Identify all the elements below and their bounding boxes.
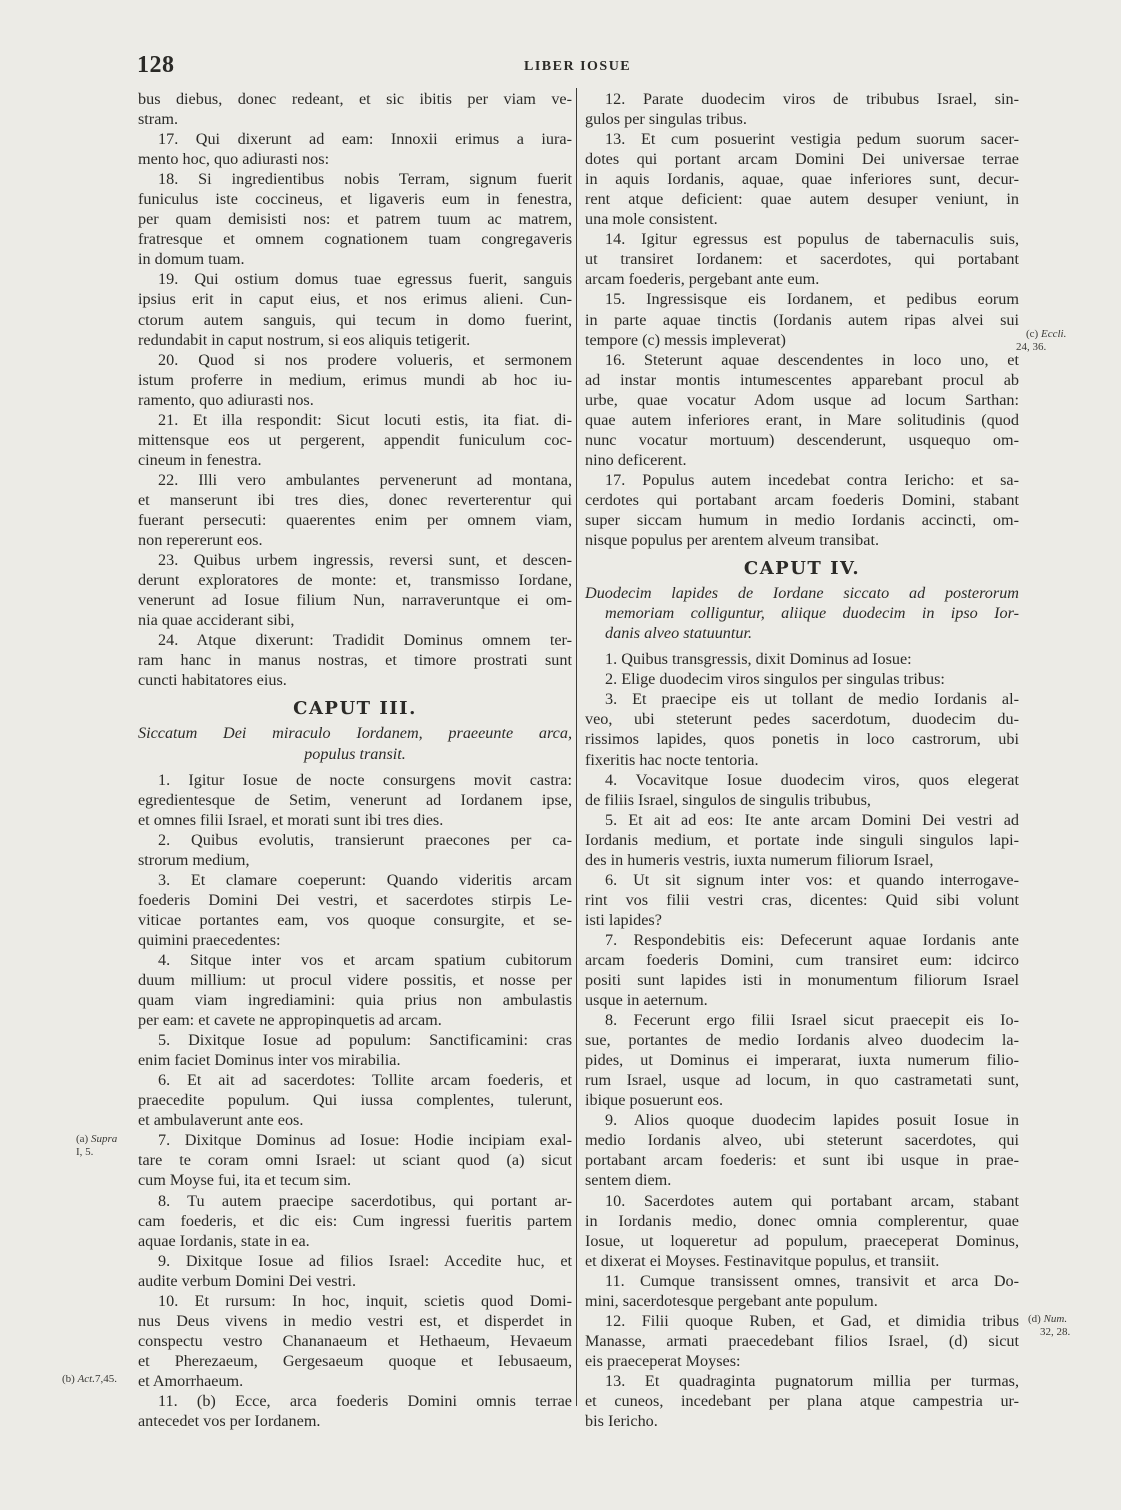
text-line: gulos per singulas tribus. bbox=[585, 110, 747, 129]
text-line: cineum in fenestra. bbox=[138, 450, 262, 469]
text-line: audite verbum Domini Dei vestri. bbox=[138, 1271, 357, 1290]
text-line: 16. Steterunt aquae descendentes in loco uno, et bbox=[605, 350, 1019, 369]
text-line: 10. Sacerdotes autem qui portabant arcam, stabant bbox=[605, 1191, 1019, 1210]
text-line: funiculus iste coccineus, et ligaveris eum in fenestra, bbox=[138, 190, 572, 209]
text-line: 24. Atque dixerunt: Tradidit Dominus omnem ter- bbox=[158, 631, 572, 650]
text-line: mento hoc, quo adiurasti nos: bbox=[138, 150, 330, 169]
text-line: des in humeris vestris, iuxta numerum filiorum Israel, bbox=[585, 850, 934, 869]
text-line: et dixerat ei Moyses. Festinavitque populus, et transiit. bbox=[585, 1251, 940, 1270]
text-line: non repererunt eos. bbox=[138, 531, 263, 550]
text-line: redundabit in caput nostrum, si eos aliquis tetigerit. bbox=[138, 330, 471, 349]
text-line: 11. (b) Ecce, arca foederis Domini omnis terrae bbox=[158, 1392, 572, 1410]
caput-iv-title: CAPUT IV. bbox=[743, 558, 861, 580]
text-line: in aquis Iordanis, aquae, quae inferiores sunt, decur- bbox=[585, 170, 1019, 189]
text-line: foederis Domini Dei vestri, et sacerdotes stirpis Le- bbox=[138, 890, 572, 909]
right-text-before-caput bbox=[585, 89, 1019, 550]
text-line: ibique posuerunt eos. bbox=[585, 1091, 724, 1110]
text-line: 5. Et ait ad eos: Ite ante arcam Domini Dei vestri ad bbox=[605, 810, 1019, 829]
text-line: cam foederis, et dic eis: Cum ingressi fueritis partem bbox=[138, 1211, 572, 1230]
margin-note-c bbox=[1016, 328, 1067, 354]
text-line: fratresque et omnem cognationem tuam congregaveris bbox=[138, 230, 572, 249]
text-line: dotes qui portant arcam Domini Dei universae terrae bbox=[585, 150, 1019, 169]
text-line: nunc vocatur mortuum) descenderunt, usquequo om- bbox=[585, 430, 1019, 449]
text-line: 11. Cumque transissent omnes, transivit et arca Do- bbox=[605, 1271, 1019, 1290]
text-line: fuerant persecuti: quaerentes enim per omnem viam, bbox=[138, 510, 572, 529]
text-line: ad instar montis intumescentes apparebant procul ab bbox=[585, 370, 1019, 389]
margin-note-d bbox=[1028, 1313, 1070, 1339]
text-line: danis alveo statuuntur. bbox=[605, 624, 753, 643]
text-line: 3. Et praecipe eis ut tollant de medio Iordanis al- bbox=[605, 690, 1019, 709]
text-line: tare te coram omni Israel: ut sciant quod (a) sicut bbox=[138, 1151, 572, 1170]
text-line: cerdotes qui portabant arcam foederis Domini, stabant bbox=[585, 490, 1019, 509]
text-line: stram. bbox=[138, 110, 179, 129]
note-c-mark: (c) bbox=[1026, 328, 1039, 340]
text-line: de filiis Israel, singulos de singulis tribubus, bbox=[585, 790, 871, 809]
text-line: 18. Si ingredientibus nobis Terram, signum fuerit bbox=[158, 170, 572, 189]
text-line: 2. Quibus evolutis, transierunt praecones per ca- bbox=[158, 830, 572, 849]
text-line: urbe, quae vocatur Adom usque ad locum Sarthan: bbox=[585, 390, 1019, 409]
text-line: super siccam humum in medio Iordanis accincti, om- bbox=[585, 510, 1019, 529]
caput-iv-summary bbox=[585, 583, 1019, 643]
text-line: quimini praecedentes: bbox=[138, 930, 281, 949]
text-line: positi sunt lapides isti in monumentum filiorum Israel bbox=[585, 971, 1019, 990]
text-line: per quam demisisti nos: et patrem tuum ac matrem, bbox=[138, 210, 572, 229]
text-line: 2. Elige duodecim viros singulos per singulas tribus: bbox=[605, 670, 945, 689]
text-line: enim faciet Dominus inter vos mirabilia. bbox=[138, 1051, 401, 1070]
text-line: medio Iordanis alveo, ubi steterunt sacerdotes, qui bbox=[585, 1131, 1019, 1150]
text-line: 13. Et quadraginta pugnatorum millia per turmas, bbox=[605, 1371, 1019, 1390]
text-line: una mole consistent. bbox=[585, 210, 718, 229]
text-line: cuncti habitatores eius. bbox=[138, 671, 287, 690]
text-line: quae autem inferiores erant, in Mare solitudinis (quod bbox=[585, 410, 1019, 429]
text-line: rum Israel, usque ad locum, in quo castrametati sunt, bbox=[585, 1071, 1019, 1090]
text-line: 19. Qui ostium domus tuae egressus fuerit, sanguis bbox=[158, 270, 572, 289]
text-line: rent atque deficient: quae autem desuper veniunt, in bbox=[585, 190, 1019, 209]
left-text-before-caput bbox=[138, 89, 572, 690]
text-line: nus Deus vivens in medio vestri est, et disperdet in bbox=[138, 1311, 572, 1330]
text-line: sentem diem. bbox=[585, 1171, 672, 1190]
text-line: per eam: et cavete ne appropinquetis ad arcam. bbox=[138, 1011, 442, 1030]
text-line: fixeritis hac nocte tentoria. bbox=[585, 750, 759, 769]
text-line: tempore (c) messis impleverat) bbox=[585, 330, 786, 349]
text-line: et Amorrhaeum. bbox=[138, 1371, 244, 1390]
text-line: 17. Qui dixerunt ad eam: Innoxii erimus a iura- bbox=[158, 130, 572, 149]
text-line: et omnes filii Israel, et morati sunt ibi tres dies. bbox=[138, 810, 444, 829]
caput-iii-title: CAPUT III. bbox=[293, 698, 417, 720]
text-line: 4. Sitque inter vos et arcam spatium cubitorum bbox=[158, 950, 572, 969]
note-c-loc: 24, 36. bbox=[1016, 341, 1047, 353]
column-rule bbox=[576, 88, 577, 1406]
text-line: conspectu vestro Chananaeum et Hethaeum, Hevaeum bbox=[138, 1331, 572, 1350]
text-line: 14. Igitur egressus est populus de tabernaculis suis, bbox=[605, 230, 1019, 249]
text-line: derunt exploratores de monte: et, transmisso Iordane, bbox=[138, 571, 572, 590]
text-line: in parte aquae tinctis (Iordanis autem ripas alvei sui bbox=[585, 310, 1019, 329]
text-line: memoriam colliguntur, aliique duodecim in ipso Ior- bbox=[605, 604, 1019, 623]
text-line: et Pherezaeum, Gergesaeum quoque et Iebusaeum, bbox=[138, 1351, 572, 1370]
text-line: pides, ut Dominus ei imperarat, iuxta numerum filio- bbox=[585, 1051, 1019, 1070]
text-line: 1. Quibus transgressis, dixit Dominus ad Iosue: bbox=[605, 650, 912, 669]
text-line: sue, portantes de medio Iordanis alveo duodecim la- bbox=[585, 1031, 1019, 1050]
text-line: arcam foederis, pergebant ante eum. bbox=[585, 270, 820, 289]
text-line: 7. Dixitque Dominus ad Iosue: Hodie incipiam exal- bbox=[158, 1131, 572, 1150]
text-line: 9. Dixitque Iosue ad filios Israel: Accedite huc, et bbox=[158, 1251, 572, 1270]
note-a-ref: Supra bbox=[90, 1133, 118, 1145]
text-line: 8. Tu autem praecipe sacerdotibus, qui portant ar- bbox=[158, 1191, 572, 1210]
text-line: 12. Filii quoque Ruben, et Gad, et dimidia tribus bbox=[605, 1311, 1019, 1330]
right-column bbox=[585, 89, 1019, 1431]
note-a-loc: I, 5. bbox=[76, 1146, 94, 1158]
page-header bbox=[137, 52, 1017, 78]
text-line: 8. Fecerunt ergo filii Israel sicut praecepit eis Io- bbox=[605, 1011, 1019, 1030]
text-line: praecedite populum. Qui iussa complentes, tulerunt, bbox=[138, 1091, 572, 1110]
text-line: et manserunt ibi tres dies, donec reverterentur qui bbox=[138, 490, 572, 509]
text-line: ram hanc in manus nostras, et timore prostrati sunt bbox=[138, 651, 572, 670]
text-line: 23. Quibus urbem ingressis, reversi sunt, et descen- bbox=[158, 551, 572, 570]
text-line: 20. Quod si nos prodere volueris, et sermonem bbox=[158, 350, 572, 369]
text-line: 7. Respondebitis eis: Defecerunt aquae Iordanis ante bbox=[605, 930, 1019, 949]
text-line: Manasse, armati praecedebant filios Israel, (d) sicut bbox=[585, 1331, 1019, 1350]
page-number: 128 bbox=[137, 52, 175, 78]
text-line: ipsius erit in caput eius, et nos erimus alieni. Cun- bbox=[138, 290, 572, 309]
text-line: egredientesque de Setim, venerunt ad Iordanem ipse, bbox=[138, 790, 572, 809]
text-line: Siccatum Dei miraculo Iordanem, praeeunte arca, bbox=[138, 724, 572, 743]
text-line: venerunt ad Iosue filium Nun, narraveruntque ei om- bbox=[138, 591, 572, 610]
text-line: nia quae acciderant sibi, bbox=[138, 611, 295, 630]
text-line: Duodecim lapides de Iordane siccato ad posterorum bbox=[585, 584, 1019, 603]
text-line: antecedet vos per Iordanem. bbox=[138, 1412, 321, 1431]
text-line: nisque populus per arentem alveum transibat. bbox=[585, 531, 879, 550]
text-line: 22. Illi vero ambulantes pervenerunt ad montana, bbox=[158, 470, 572, 489]
note-a-mark: (a) bbox=[76, 1133, 89, 1145]
text-line: veo, ubi steterunt pedes sacerdotum, duodecim du- bbox=[585, 710, 1019, 729]
text-line: 21. Et illa respondit: Sicut locuti estis, ita fiat. di- bbox=[158, 410, 572, 429]
text-line: in Iordanis medio, donec omnia complerentur, quae bbox=[585, 1211, 1019, 1230]
text-line: aquae Iordanis, state in ea. bbox=[138, 1231, 310, 1250]
text-line: mittensque eos ut pergerent, appendit funiculum coc- bbox=[138, 430, 572, 449]
running-title: LIBER IOSUE bbox=[524, 59, 632, 74]
note-d-mark: (d) bbox=[1028, 1313, 1041, 1325]
text-line: eis praeceperat Moyses: bbox=[585, 1351, 741, 1370]
note-d-loc: 32, 28. bbox=[1040, 1326, 1071, 1338]
text-line: 1. Igitur Iosue de nocte consurgens movit castra: bbox=[158, 770, 572, 789]
text-line: ramento, quo adiurasti nos. bbox=[138, 390, 314, 409]
text-line: bis Iericho. bbox=[585, 1412, 658, 1431]
text-line: 5. Dixitque Iosue ad populum: Sanctificamini: cras bbox=[158, 1031, 572, 1050]
text-line: 12. Parate duodecim viros de tribubus Israel, sin- bbox=[605, 90, 1019, 108]
text-line: 15. Ingressisque eis Iordanem, et pedibus eorum bbox=[605, 290, 1019, 309]
note-c-ref: Eccli. bbox=[1040, 328, 1067, 340]
text-line: populus transit. bbox=[304, 744, 406, 763]
text-line: rissimos lapides, quos ponetis in loco castrorum, ubi bbox=[585, 730, 1019, 749]
text-line: usque in aeternum. bbox=[585, 991, 708, 1010]
text-line: 9. Alios quoque duodecim lapides posuit Iosue in bbox=[605, 1111, 1019, 1130]
text-line: duum millium: ut procul videre possitis, et nosse per bbox=[138, 971, 572, 990]
text-line: isti lapides? bbox=[585, 910, 662, 929]
text-line: et cuneos, incedebant per plana atque campestria ur- bbox=[585, 1392, 1019, 1410]
text-line: Iosue, ut loqueretur ad populum, praeceperat Dominus, bbox=[585, 1231, 1019, 1250]
text-line: nino deficerent. bbox=[585, 450, 687, 469]
text-line: istum proferre in medium, erimus mundi ab hoc iu- bbox=[138, 370, 572, 389]
text-line: 17. Populus autem incedebat contra Iericho: et sa- bbox=[605, 470, 1019, 489]
caput-iii-summary bbox=[138, 723, 572, 763]
text-line: cum Moyse fui, ita et tecum sim. bbox=[138, 1171, 352, 1190]
text-line: ctorum autem sanguis, qui tecum in domo fuerint, bbox=[138, 310, 572, 329]
text-line: 13. Et cum posuerint vestigia pedum suorum sacer- bbox=[605, 130, 1019, 149]
text-line: mini, sacerdotesque pergebant ante populum. bbox=[585, 1291, 878, 1310]
left-text-after-caput bbox=[138, 770, 572, 1432]
margin-note-a bbox=[76, 1133, 117, 1159]
text-line: 3. Et clamare coeperunt: Quando videritis arcam bbox=[158, 870, 572, 889]
text-line: viticae portantes eam, vos quoque consurgite, et se- bbox=[138, 910, 572, 929]
text-line: 6. Ut sit signum inter vos: et quando interrogave- bbox=[605, 870, 1019, 889]
text-line: rint vos filii vestri cras, dicentes: Quid sibi volunt bbox=[585, 890, 1019, 909]
text-line: 4. Vocavitque Iosue duodecim viros, quos elegerat bbox=[605, 770, 1019, 789]
text-line: Iordanis medium, et portate inde singuli singulos lapi- bbox=[585, 830, 1019, 849]
text-line: bus diebus, donec redeant, et sic ibitis per viam ve- bbox=[138, 90, 572, 108]
text-line: quam viam ingrediamini: quia prius non ambulastis bbox=[138, 991, 572, 1010]
text-line: et ambulaverunt ante eos. bbox=[138, 1111, 304, 1130]
text-line: arcam foederis Domini, cum transiret eum: idcirco bbox=[585, 950, 1019, 969]
text-line: in domum tuam. bbox=[138, 250, 245, 269]
text-line: strorum medium, bbox=[138, 850, 250, 869]
text-line: 10. Et rursum: In hoc, inquit, scietis quod Domi- bbox=[158, 1291, 572, 1310]
right-text-after-caput bbox=[585, 649, 1019, 1431]
note-b-ref: Act. bbox=[77, 1373, 95, 1385]
note-b-mark: (b) bbox=[62, 1373, 75, 1385]
left-column bbox=[138, 89, 572, 1431]
text-line: 6. Et ait ad sacerdotes: Tollite arcam foederis, et bbox=[158, 1071, 572, 1090]
text-line: portabant arcam foederis: et sunt ibi usque in prae- bbox=[585, 1151, 1019, 1170]
note-d-ref: Num. bbox=[1043, 1313, 1068, 1325]
note-b-loc: 7,45. bbox=[95, 1373, 117, 1385]
margin-note-b bbox=[62, 1373, 117, 1386]
text-line: ut transiret Iordanem: et sacerdotes, qui portabant bbox=[585, 250, 1019, 269]
